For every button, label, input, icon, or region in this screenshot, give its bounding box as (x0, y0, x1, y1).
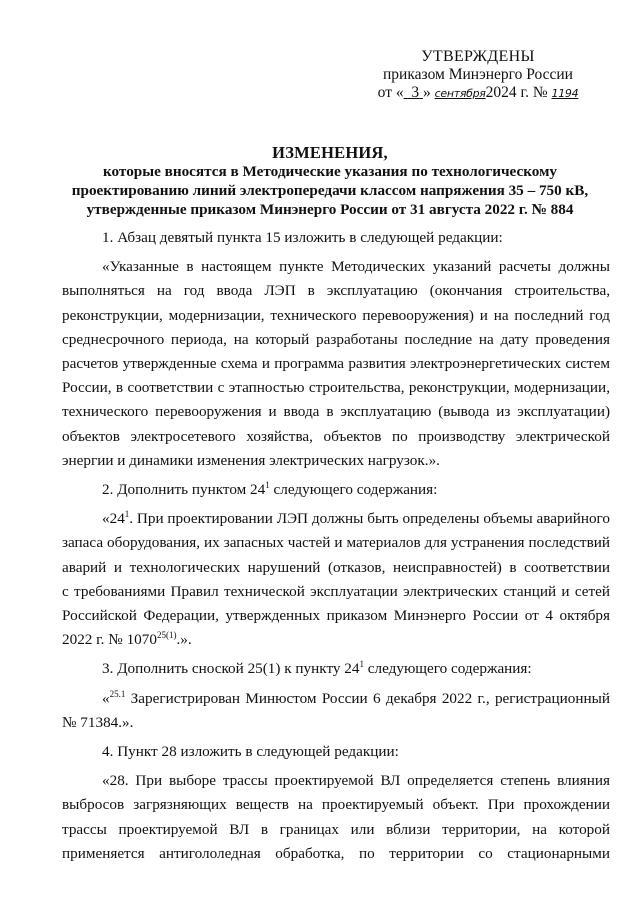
item-2: 2. Дополнить пунктом $24^1$ следующего содержания: (102, 479, 438, 499)
quote-2-line: 2022 г. № $1070^{25(1)}$.». (62, 630, 192, 649)
quote-4-line: «28. При выборе трассы проектируемой ВЛ определяется степень влияния (102, 772, 610, 790)
quote-1-line: среднесрочного периода, на который разработаны последние на дату проведения (62, 330, 610, 348)
quote-3-line: № 71384.». (62, 713, 134, 731)
quote-2-line: с требованиями Правил технической эксплуатации электрических станций и сетей (62, 582, 610, 600)
quote-1-line: реконструкции, модернизации, технического перевооружения) и на последний год (62, 306, 610, 324)
quote-1-line: России, в соответствии с этапностью строительства, реконструкции, модернизации, (62, 379, 610, 397)
quote-1 (62, 255, 610, 473)
approval-order: приказом Минэнерго России (383, 66, 573, 83)
quote-1-line: выполняться на год ввода ЛЭП в эксплуатацию (окончания строительства, (62, 282, 610, 300)
approval-date-line (348, 84, 608, 103)
quote-2-line: «$24^1$. При проектировании ЛЭП должны быть определены объемы аварийного (102, 509, 610, 528)
approval-title: УТВЕРЖДЕНЫ (421, 48, 535, 65)
quote-4 (62, 769, 610, 866)
quote-1-line: «Указанные в настоящем пункте Методических указаний расчеты должны (102, 258, 610, 276)
approval-year: 2024 г. № (485, 84, 548, 101)
quote-3 (62, 687, 610, 735)
approval-close-quote: » (422, 84, 431, 101)
approval-from: от « (377, 84, 404, 101)
item-3: 3. Дополнить сноской 25(1) к пункту $24^1$ следующего содержания: (102, 659, 532, 678)
item-4: 4. Пункт 28 изложить в следующей редакции: (102, 743, 399, 761)
quote-2-line: аварий и технологических нарушений (отказов, неисправностей) в соответствии (62, 558, 610, 576)
approval-month: сентября (434, 87, 486, 100)
document-title (60, 143, 600, 219)
quote-3-line: «$^{25.1}$ Зарегистрирован Минюстом России 6 декабря 2022 г., регистрационный (102, 688, 610, 707)
quote-2-line: Российской Федерации, утвержденных приказом Минэнерго России от 4 октября (62, 607, 610, 625)
title-line-2: проектированию линий электропередачи классом напряжения 35 – 750 кВ, (71, 182, 589, 199)
approval-stamp (348, 48, 608, 103)
quote-4-line: трассы проектируемой ВЛ в границах или вблизи территории, на которой (62, 820, 610, 838)
quote-1-line: расчетов утвержденные схема и программа развития электроэнергетических систем (62, 355, 610, 373)
item-1: 1. Абзац девятый пункта 15 изложить в следующей редакции: (102, 229, 503, 246)
title-heading: ИЗМЕНЕНИЯ, (272, 143, 388, 162)
title-line-1: которые вносятся в Методические указания по технологическому (102, 163, 558, 180)
approval-day: 3 (411, 84, 420, 101)
quote-4-line: применяется антигололедная обработка, по территории со стационарными (62, 844, 610, 862)
quote-4-line: выбросов загрязняющих веществ на проектируемый объект. При прохождении (62, 796, 610, 814)
approval-number: 1194 (551, 87, 579, 100)
title-line-3: утвержденные приказом Минэнерго России от 31 августа 2022 г. № 884 (86, 201, 574, 218)
quote-1-line: объектов электросетевого хозяйства, объектов по производству электрической (62, 427, 610, 445)
quote-2-line: запаса оборудования, их запасных частей и материалов для устранения последствий (62, 534, 610, 552)
item-3-sup: 1 (359, 659, 364, 670)
quote-2 (62, 507, 610, 652)
quote-1-line: энергии и динамики изменения электрических нагрузок.». (62, 451, 440, 469)
item-2-sup: 1 (265, 479, 270, 490)
quote-1-line: технического перевооружения и ввода в эксплуатацию (вывода из эксплуатации) (62, 403, 610, 421)
document-body (62, 226, 610, 866)
